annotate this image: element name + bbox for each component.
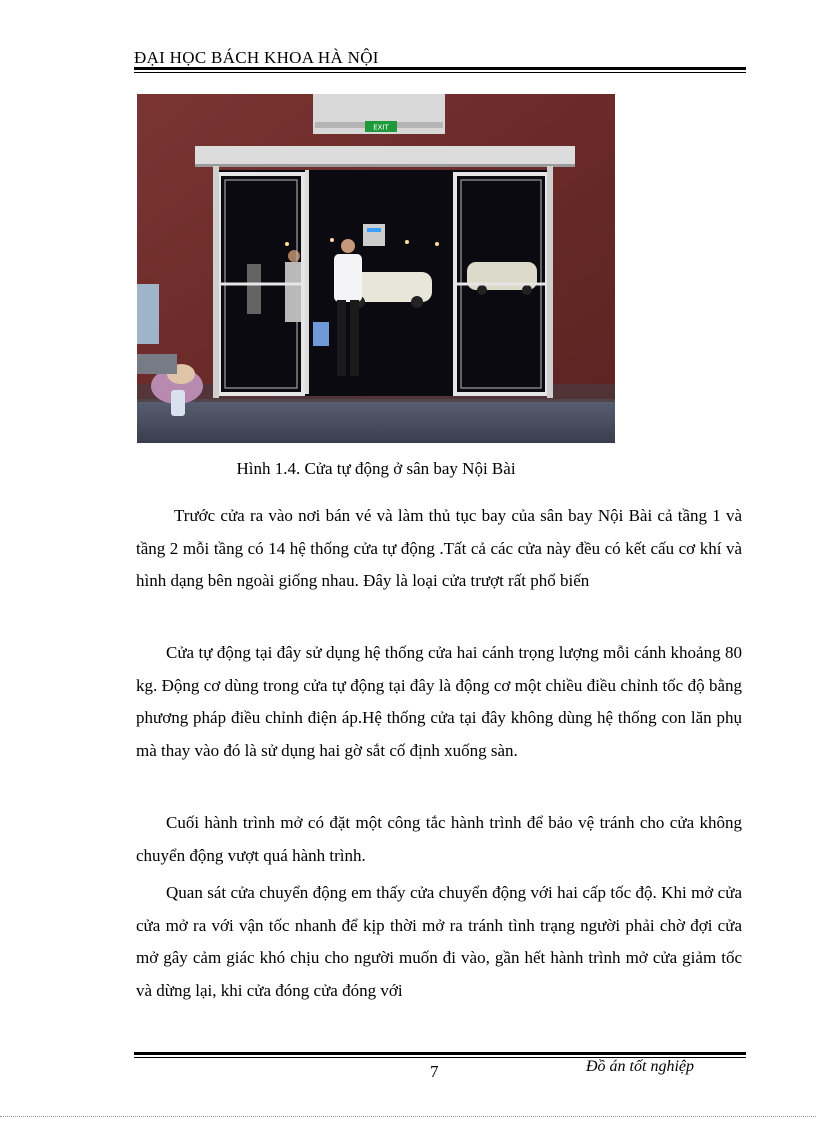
page-number: 7 — [430, 1062, 439, 1081]
paragraph-4: Quan sát cửa chuyển động em thấy cửa chuyển động với hai cấp tốc độ. Khi mở cửa cửa mở ra với vận tốc nhanh để kịp thời mở ra tránh tình trạng người phải chờ đợi cửa mở gây cảm giác khó chịu cho người muốn đi vào, gần hết hành trình mở cửa giảm tốc và dừng lại, khi cửa đóng cửa đóng với — [136, 883, 742, 1000]
figure-caption: Hình 1.4. Cửa tự động ở sân bay Nội Bài — [236, 459, 516, 478]
footer-title: Đồ án tốt nghiệp — [586, 1058, 694, 1075]
paragraph-3: Cuối hành trình mở có đặt một công tắc hành trình để bảo vệ tránh cho cửa không chuyển động vượt quá hành trình. — [136, 813, 742, 865]
footer-rule — [134, 1052, 746, 1055]
automatic-door-photo — [137, 94, 615, 443]
exit-sign: EXIT — [373, 123, 389, 132]
paragraph-2: Cửa tự động tại đây sử dụng hệ thống cửa hai cánh trọng lượng mỗi cánh khoảng 80 kg. Động cơ dùng trong cửa tự động tại đây là động cơ một chiều điều chỉnh tốc độ bằng phương pháp điều chỉnh điện áp.Hệ thống cửa tại đây không dùng hệ thống con lăn phụ mà thay vào đó là sử dụng hai gờ sắt cố định xuống sàn. — [136, 643, 742, 760]
header-title: ĐẠI HỌC BÁCH KHOA HÀ NỘI — [134, 48, 379, 67]
page-edge-divider — [0, 1116, 816, 1117]
paragraph-1: Trước cửa ra vào nơi bán vé và làm thủ tục bay của sân bay Nội Bài cả tầng 1 và tầng 2 mỗi tầng có 14 hệ thống cửa tự động .Tất cả các cửa này đều có kết cấu cơ khí và hình dạng bên ngoài giống nhau. Đây là loại cửa trượt rất phổ biến — [136, 506, 742, 590]
header-rule — [134, 67, 746, 70]
header-rule-thin — [134, 72, 746, 73]
